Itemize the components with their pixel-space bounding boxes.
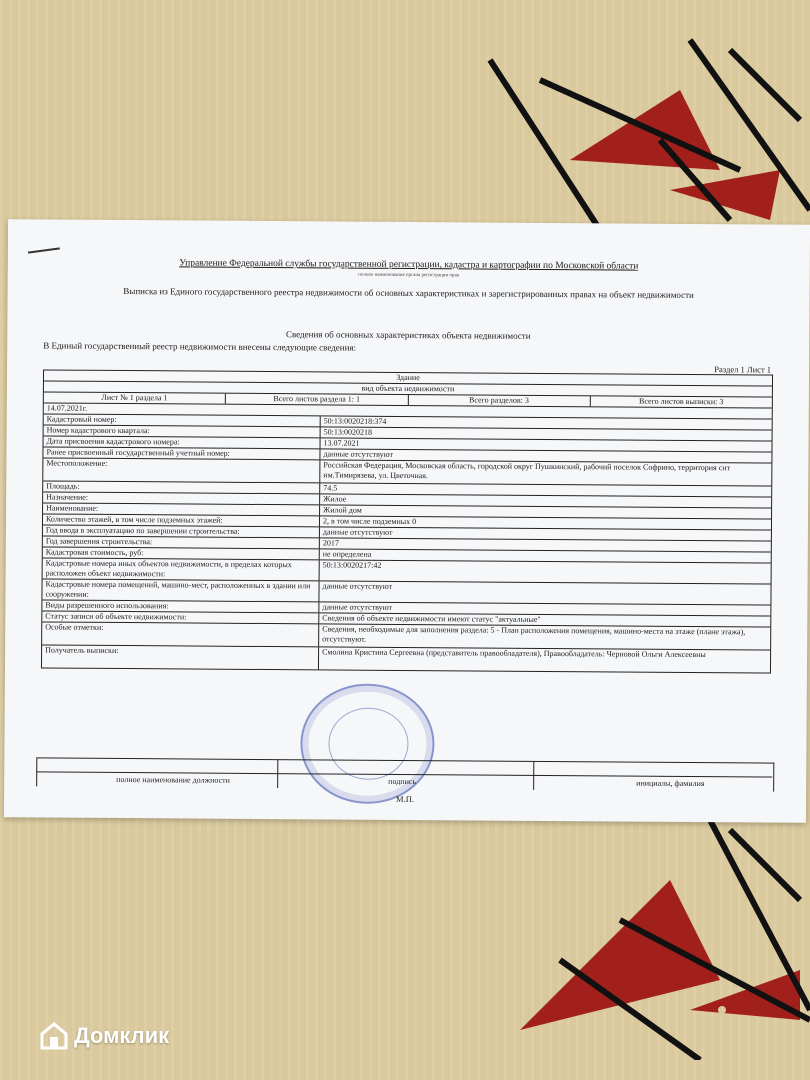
characteristics-table <box>41 369 773 673</box>
field-value: 50:13:0020217:42 <box>319 560 771 583</box>
object-type-caption: вид объекта недвижимости <box>361 383 455 394</box>
name-label: инициалы, фамилия <box>636 778 705 789</box>
field-label: Кадастровые номера иных объектов недвижимости, в пределах которых расположен объект недвижимости: <box>45 558 292 579</box>
field-value: 2017 <box>319 538 771 551</box>
agency-title: Управление Федеральной службы государственной регистрации, кадастра и картографии по Московской области <box>179 258 639 272</box>
sign-label: подпись <box>388 776 417 787</box>
domclick-logo <box>40 1022 169 1050</box>
field-value: Сведения об объекте недвижимости имеют статус "актуальные" <box>318 613 770 626</box>
field-value: 50:13:0020218 <box>320 427 772 440</box>
total-sections: Всего разделов: 3 <box>407 395 589 406</box>
field-label: Кадастровые номера помещений, машино-мест, расположенных в здании или сооружении: <box>45 579 311 599</box>
extract-date: 14.07.2021г. <box>46 403 88 413</box>
field-label: Назначение: <box>46 492 89 502</box>
field-label: Площадь: <box>46 481 80 491</box>
field-label: Особые отметки: <box>45 622 104 632</box>
field-value: Российская Федерация, Московская область, городской округ Пушкинский, рабочий поселок Софрино, территория снт им.Тимирязева, ул. Цветочная. <box>319 460 771 485</box>
field-label: Количество этажей, в том числе подземных этажей: <box>45 514 223 525</box>
field-label: Ранее присвоенный государственный учетный номер: <box>46 447 230 458</box>
logo-text: Домклик <box>74 1023 170 1048</box>
field-label: Дата присвоения кадастрового номера: <box>46 436 180 447</box>
total-sheets-section: Всего листов раздела 1: 1 <box>225 394 407 405</box>
field-label: Кадастровая стоимость, руб: <box>45 547 144 558</box>
section-title: Сведения об основных характеристиках объекта недвижимости <box>285 329 531 341</box>
object-type: Здание <box>396 372 420 383</box>
field-value: 13.07.2021 <box>320 438 772 451</box>
section-ref: Раздел 1 Лист 1 <box>714 364 772 375</box>
field-value: 74.5 <box>319 483 771 496</box>
total-sheets-extract: Всего листов выписки: 3 <box>590 396 772 407</box>
pen-mark <box>28 247 60 253</box>
field-value: данные отсутствуют <box>318 581 770 604</box>
field-label: Получатель выписки: <box>45 645 119 655</box>
field-label: Виды разрешенного использования: <box>45 600 169 611</box>
field-label: Год ввода в эксплуатацию по завершении строительства: <box>45 525 240 536</box>
field-label: Кадастровый номер: <box>46 414 117 424</box>
field-value: Сведения, необходимые для заполнения раздела: 5 - План расположения помещения, машино-места на этаже (плане этажа), отсутствуют. <box>318 624 770 649</box>
cloth-pattern-bottom <box>500 820 810 1060</box>
position-label: полное наименование должности <box>116 774 230 785</box>
field-value: данные отсутствуют <box>319 527 771 540</box>
field-value: данные отсутствуют <box>318 602 770 615</box>
agency-subtitle: полное наименование органа регистрации прав <box>358 272 460 279</box>
field-value: данные отсутствуют <box>319 449 771 462</box>
field-value: не определена <box>319 549 771 562</box>
field-label: Наименование: <box>46 503 99 513</box>
field-value: Смолина Кристина Сергеевна (представитель правообладателя), Правообладатель: Черновой Ольги Алексеевны <box>318 647 770 672</box>
cloth-pattern-top <box>480 20 810 230</box>
extract-document <box>4 219 810 823</box>
field-label: Номер кадастрового квартала: <box>46 425 150 436</box>
field-value: 50:13:0020218:374 <box>320 416 772 429</box>
field-label: Местоположение: <box>46 458 108 468</box>
sheet-number: Лист № 1 раздела 1 <box>101 392 168 403</box>
seal-place-label: М.П. <box>396 793 415 805</box>
field-value: Жилое <box>319 494 771 507</box>
field-value: 2, в том числе подземных 0 <box>319 516 771 529</box>
field-label: Статус записи об объекте недвижимости: <box>45 611 187 622</box>
intro-text: В Единый государственный реестр недвижимости внесены следующие сведения: <box>43 340 357 353</box>
house-icon <box>40 1022 68 1050</box>
field-label: Год завершения строительства: <box>45 536 153 547</box>
field-value: Жилой дом <box>319 505 771 518</box>
extract-title: Выписка из Единого государственного реестра недвижимости об основных характеристиках и зарегистрированных правах на объект недвижимости <box>123 286 694 300</box>
